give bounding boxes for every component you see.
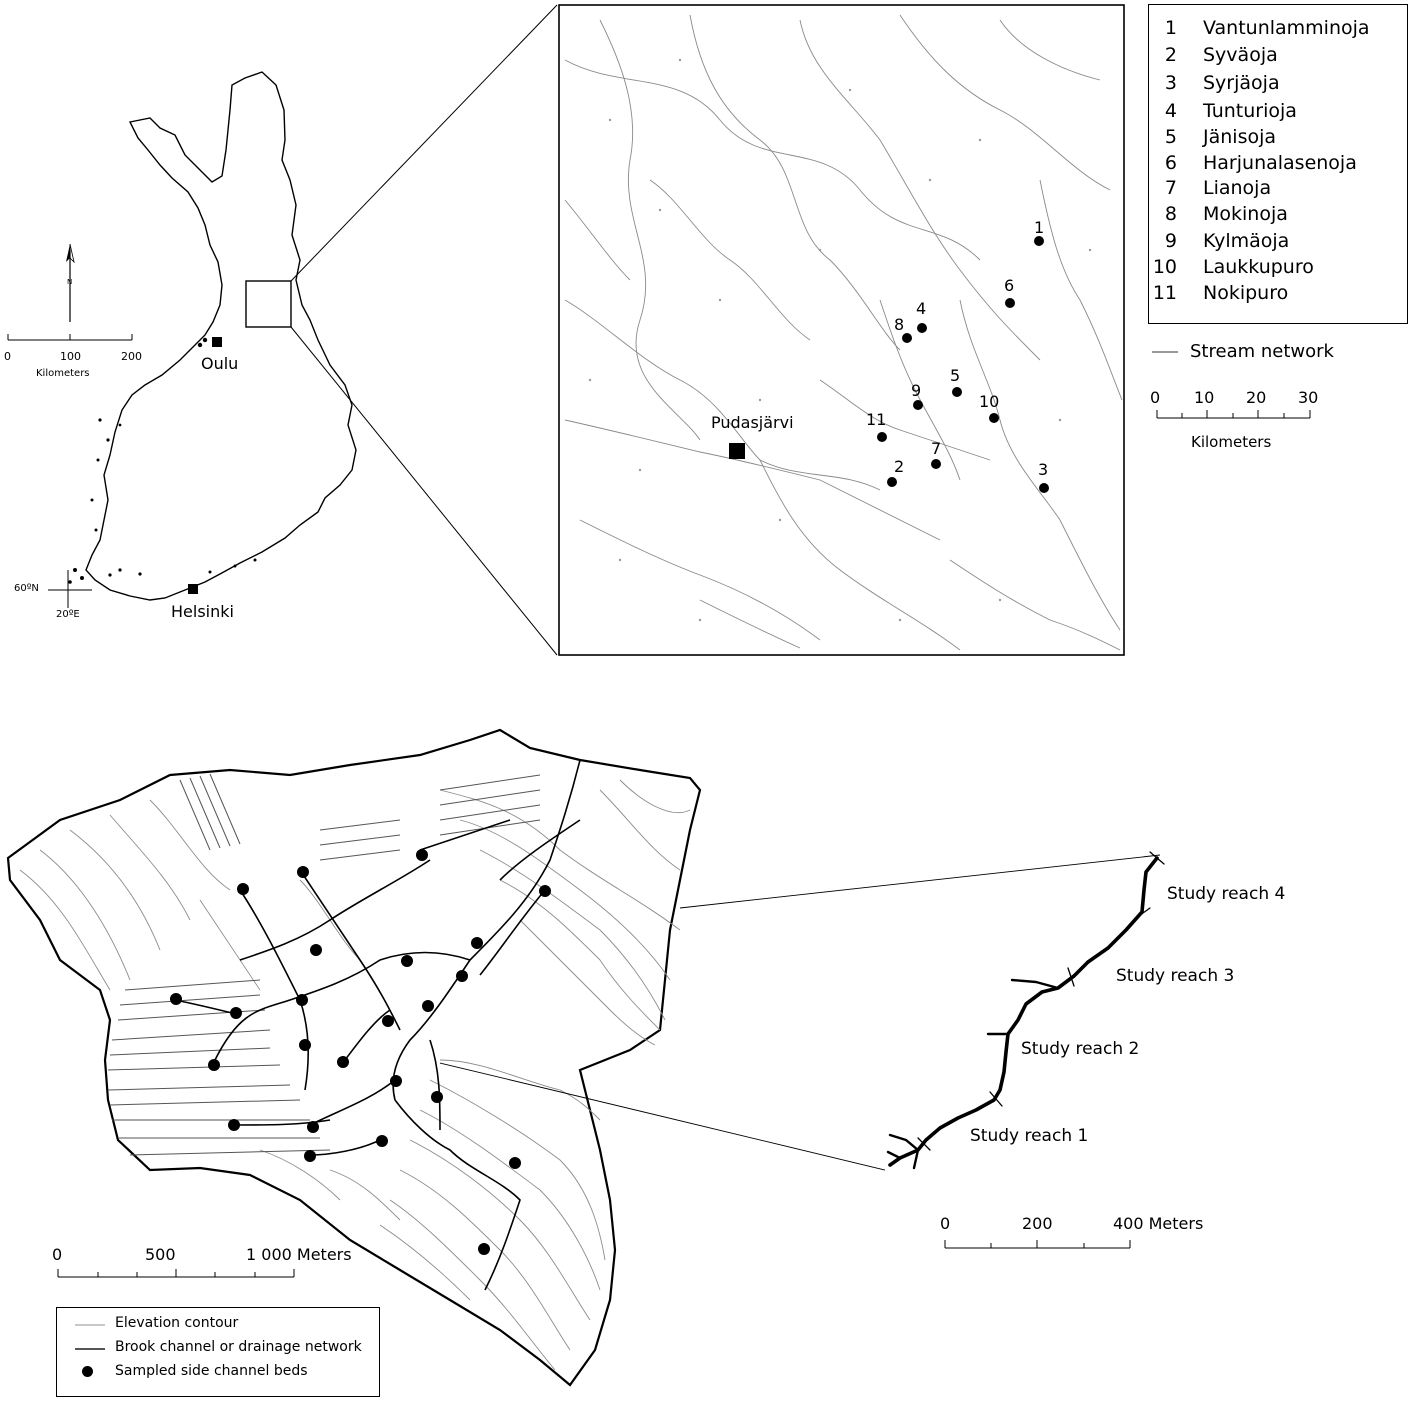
- stream-name-legend: [1148, 4, 1408, 324]
- reach-scale-tick-400: 400 Meters: [1113, 1214, 1204, 1233]
- site-8-point: [902, 333, 912, 343]
- site-6-point: [1005, 298, 1015, 308]
- site-label-8: 8: [894, 315, 905, 334]
- reach-channel: [890, 858, 1157, 1165]
- regional-scale-tick-10: 10: [1194, 388, 1215, 407]
- site-label-4: 4: [916, 299, 927, 318]
- finland-scale-unit: Kilometers: [36, 368, 90, 379]
- latitude-label: 60ºN: [14, 583, 39, 594]
- longitude-label: 20ºE: [56, 609, 80, 620]
- site-11-point: [877, 432, 887, 442]
- pudasjarvi-marker: [729, 443, 745, 459]
- north-label: N: [67, 278, 73, 286]
- finland-scale-tick-100: 100: [60, 350, 81, 363]
- reach-scale-bar: [945, 1240, 1130, 1248]
- catchment-scale-tick-1000: 1 000 Meters: [246, 1245, 352, 1264]
- regional-scale-bar: [1157, 410, 1310, 418]
- site-4-point: [917, 323, 927, 333]
- site-label-6: 6: [1004, 276, 1015, 295]
- site-10-point: [989, 413, 999, 423]
- legend-item: 9 Kylmäoja: [1164, 230, 1290, 252]
- legend-item: 2 Syväoja: [1164, 44, 1278, 66]
- legend-item: 3 Syrjäoja: [1164, 72, 1280, 94]
- site-label-10: 10: [979, 392, 1000, 411]
- legend-item: 8 Mokinoja: [1164, 203, 1288, 225]
- legend-item: 7 Lianoja: [1164, 177, 1272, 199]
- site-2-point: [887, 477, 897, 487]
- legend-item: 1 Vantunlamminoja: [1164, 17, 1370, 39]
- catchment-map: [8, 730, 1160, 1385]
- site-3-point: [1039, 483, 1049, 493]
- reach-scale-tick-200: 200: [1022, 1214, 1053, 1233]
- legend-item: 6 Harjunalasenoja: [1164, 152, 1357, 174]
- site-9-point: [913, 400, 923, 410]
- legend-item: 11 Nokipuro: [1152, 282, 1289, 304]
- site-label-3: 3: [1038, 460, 1049, 479]
- catchment-scale-tick-500: 500: [145, 1245, 176, 1264]
- site-label-2: 2: [894, 457, 905, 476]
- finland-scale-bar: [8, 334, 132, 340]
- brook-symbol: [75, 1348, 105, 1350]
- reach-zoom-line-top: [680, 855, 1160, 908]
- zoom-line-top: [291, 5, 557, 281]
- site-label-5: 5: [950, 366, 961, 385]
- regional-scale-unit: Kilometers: [1191, 433, 1272, 451]
- catchment-boundary: [8, 730, 700, 1385]
- sample-symbol: [82, 1366, 93, 1377]
- site-label-1: 1: [1034, 218, 1045, 237]
- stream-network-legend-label: Stream network: [1190, 341, 1334, 362]
- regional-map: [559, 5, 1124, 655]
- catchment-legend: Elevation contour Brook channel or drainage network Sampled side channel beds: [56, 1307, 380, 1397]
- study-reach-2-label: Study reach 2: [1021, 1039, 1140, 1059]
- regional-scale-tick-30: 30: [1298, 388, 1319, 407]
- contour-symbol: [75, 1324, 105, 1326]
- reach-scale-tick-0: 0: [940, 1214, 951, 1233]
- site-label-7: 7: [931, 439, 942, 458]
- catchment-scale-tick-0: 0: [52, 1245, 63, 1264]
- regional-map-frame: [559, 5, 1124, 655]
- zoom-line-bottom: [291, 327, 557, 655]
- helsinki-marker: [188, 584, 198, 594]
- catchment-scale-bar: [58, 1269, 294, 1277]
- inset-box: [246, 281, 291, 327]
- oulu-label: Oulu: [201, 354, 239, 373]
- site-5-point: [952, 387, 962, 397]
- regional-scale-tick-0: 0: [1150, 388, 1161, 407]
- finland-outline: [86, 72, 356, 600]
- study-reach-4-label: Study reach 4: [1167, 884, 1286, 904]
- site-1-point: [1034, 236, 1044, 246]
- legend-item: 4 Tunturioja: [1164, 100, 1297, 122]
- site-label-9: 9: [911, 381, 922, 400]
- study-reach-3-label: Study reach 3: [1116, 966, 1235, 986]
- coordinate-cross: [48, 570, 92, 608]
- finland-map: [8, 5, 557, 655]
- reach-dividers: [918, 852, 1164, 1150]
- site-label-11: 11: [866, 410, 887, 429]
- site-7-point: [931, 459, 941, 469]
- regional-scale-tick-20: 20: [1246, 388, 1267, 407]
- helsinki-label: Helsinki: [171, 602, 234, 621]
- pudasjarvi-label: Pudasjärvi: [711, 413, 794, 432]
- study-reach-1-label: Study reach 1: [970, 1126, 1089, 1146]
- legend-item: 5 Jänisoja: [1164, 126, 1277, 148]
- legend-item: 10 Laukkupuro: [1152, 256, 1314, 278]
- finland-scale-tick-0: 0: [4, 350, 11, 363]
- reach-map: [888, 852, 1164, 1168]
- finland-scale-tick-200: 200: [121, 350, 142, 363]
- oulu-marker: [212, 337, 222, 347]
